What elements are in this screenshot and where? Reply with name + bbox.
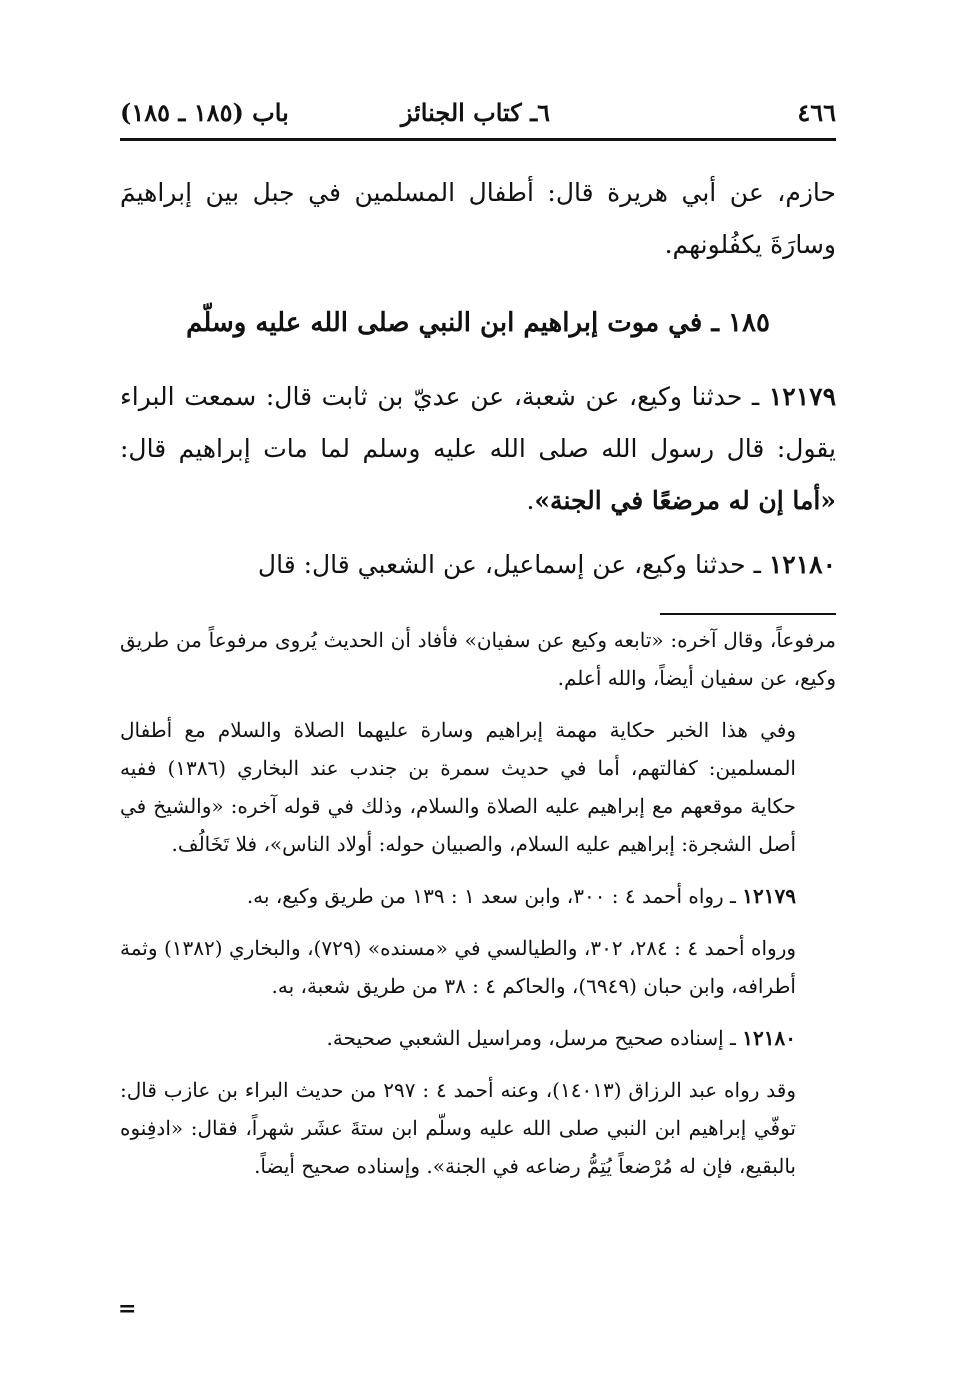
page-header (120, 92, 836, 136)
hadith-12179 (120, 371, 836, 527)
footnote-2: وفي هذا الخبر حكاية مهمة إبراهيم وسارة عليهما الصلاة والسلام مع أطفال المسلمين: كفالتهم، أما في حديث سمرة بن جندب عند البخاري (١٣٨٦) ففيه حكاية موقعهم مع إبراهيم عليه الصلاة والسلام، وذلك في قوله آخره: «والشيخ في أصل الشجرة: إبراهيم عليه السلام، والصبيان حوله: أولاد الناس»، فلا تَخَالُف. (120, 718, 796, 856)
footnote-5 (120, 1019, 836, 1057)
hadith-text: ـ حدثنا وكيع، عن إسماعيل، عن الشعبي قال: قال (257, 550, 769, 579)
hadith-12180 (120, 539, 836, 591)
hadith-number: ١٢١٨٠ (768, 550, 836, 579)
hadith-end: . (526, 486, 535, 515)
footnote-3 (120, 877, 836, 915)
footnote-rule (660, 613, 836, 615)
header-rule (120, 138, 836, 141)
footnote-number: ١٢١٧٩ (742, 884, 796, 908)
hadith-text: ـ حدثنا وكيع، عن شعبة، عن عديّ بن ثابت قال: سمعت البراء يقول: قال رسول الله صلى الله عليه وسلم لما مات إبراهيم قال: (120, 382, 836, 463)
footnote-1: مرفوعاً، وقال آخره: «تابعه وكيع عن سفيان» فأفاد أن الحديث يُروى مرفوعاً من طريق وكيع، عن سفيان أيضاً، والله أعلم. (120, 628, 836, 690)
hadith-quote: «أما إن له مرضعًا في الجنة» (534, 486, 836, 515)
footnotes (120, 621, 836, 1185)
main-text (120, 167, 836, 591)
book-title: ٦ـ كتاب الجنائز (400, 98, 550, 127)
page-number: ٤٦٦ (797, 98, 836, 127)
end-mark: = (118, 1296, 137, 1322)
section-heading: ١٨٥ ـ في موت إبراهيم ابن النبي صلى الله عليه وسلّم (186, 308, 770, 338)
footnote-6: وقد رواه عبد الرزاق (١٤٠١٣)، وعنه أحمد ٤ : ٢٩٧ من حديث البراء بن عازب قال: توفّي إبراهيم ابن النبي صلى الله عليه وسلّم ابن ستةَ عشَر شهراً، فقال: «ادفِنوه بالبقيع، فإن له مُرْضعاً يُتِمُّ رضاعه في الجنة». وإسناده صحيح أيضاً. (120, 1078, 797, 1178)
continued-text: حازم، عن أبي هريرة قال: أطفال المسلمين في جبل بين إبراهيمَ وسارَةَ يكفُلونهم. (120, 178, 836, 259)
footnote-4: ورواه أحمد ٤ : ٢٨٤، ٣٠٢، والطيالسي في «مسنده» (٧٢٩)، والبخاري (١٣٨٢) وثمة أطرافه، وابن حبان (٦٩٤٩)، والحاكم ٤ : ٣٨ من طريق شعبة، به. (120, 936, 797, 998)
chapter-range: باب (١٨٥ ـ ١٨٥) (120, 98, 289, 127)
footnote-text: ـ رواه أحمد ٤ : ٣٠٠، وابن سعد ١ : ١٣٩ من طريق وكيع، به. (246, 884, 743, 908)
footnote-number: ١٢١٨٠ (742, 1026, 796, 1050)
book-page (120, 92, 836, 1185)
footnote-text: ـ إسناده صحيح مرسل، ومراسيل الشعبي صحيحة. (326, 1026, 743, 1050)
hadith-number: ١٢١٧٩ (768, 382, 836, 411)
